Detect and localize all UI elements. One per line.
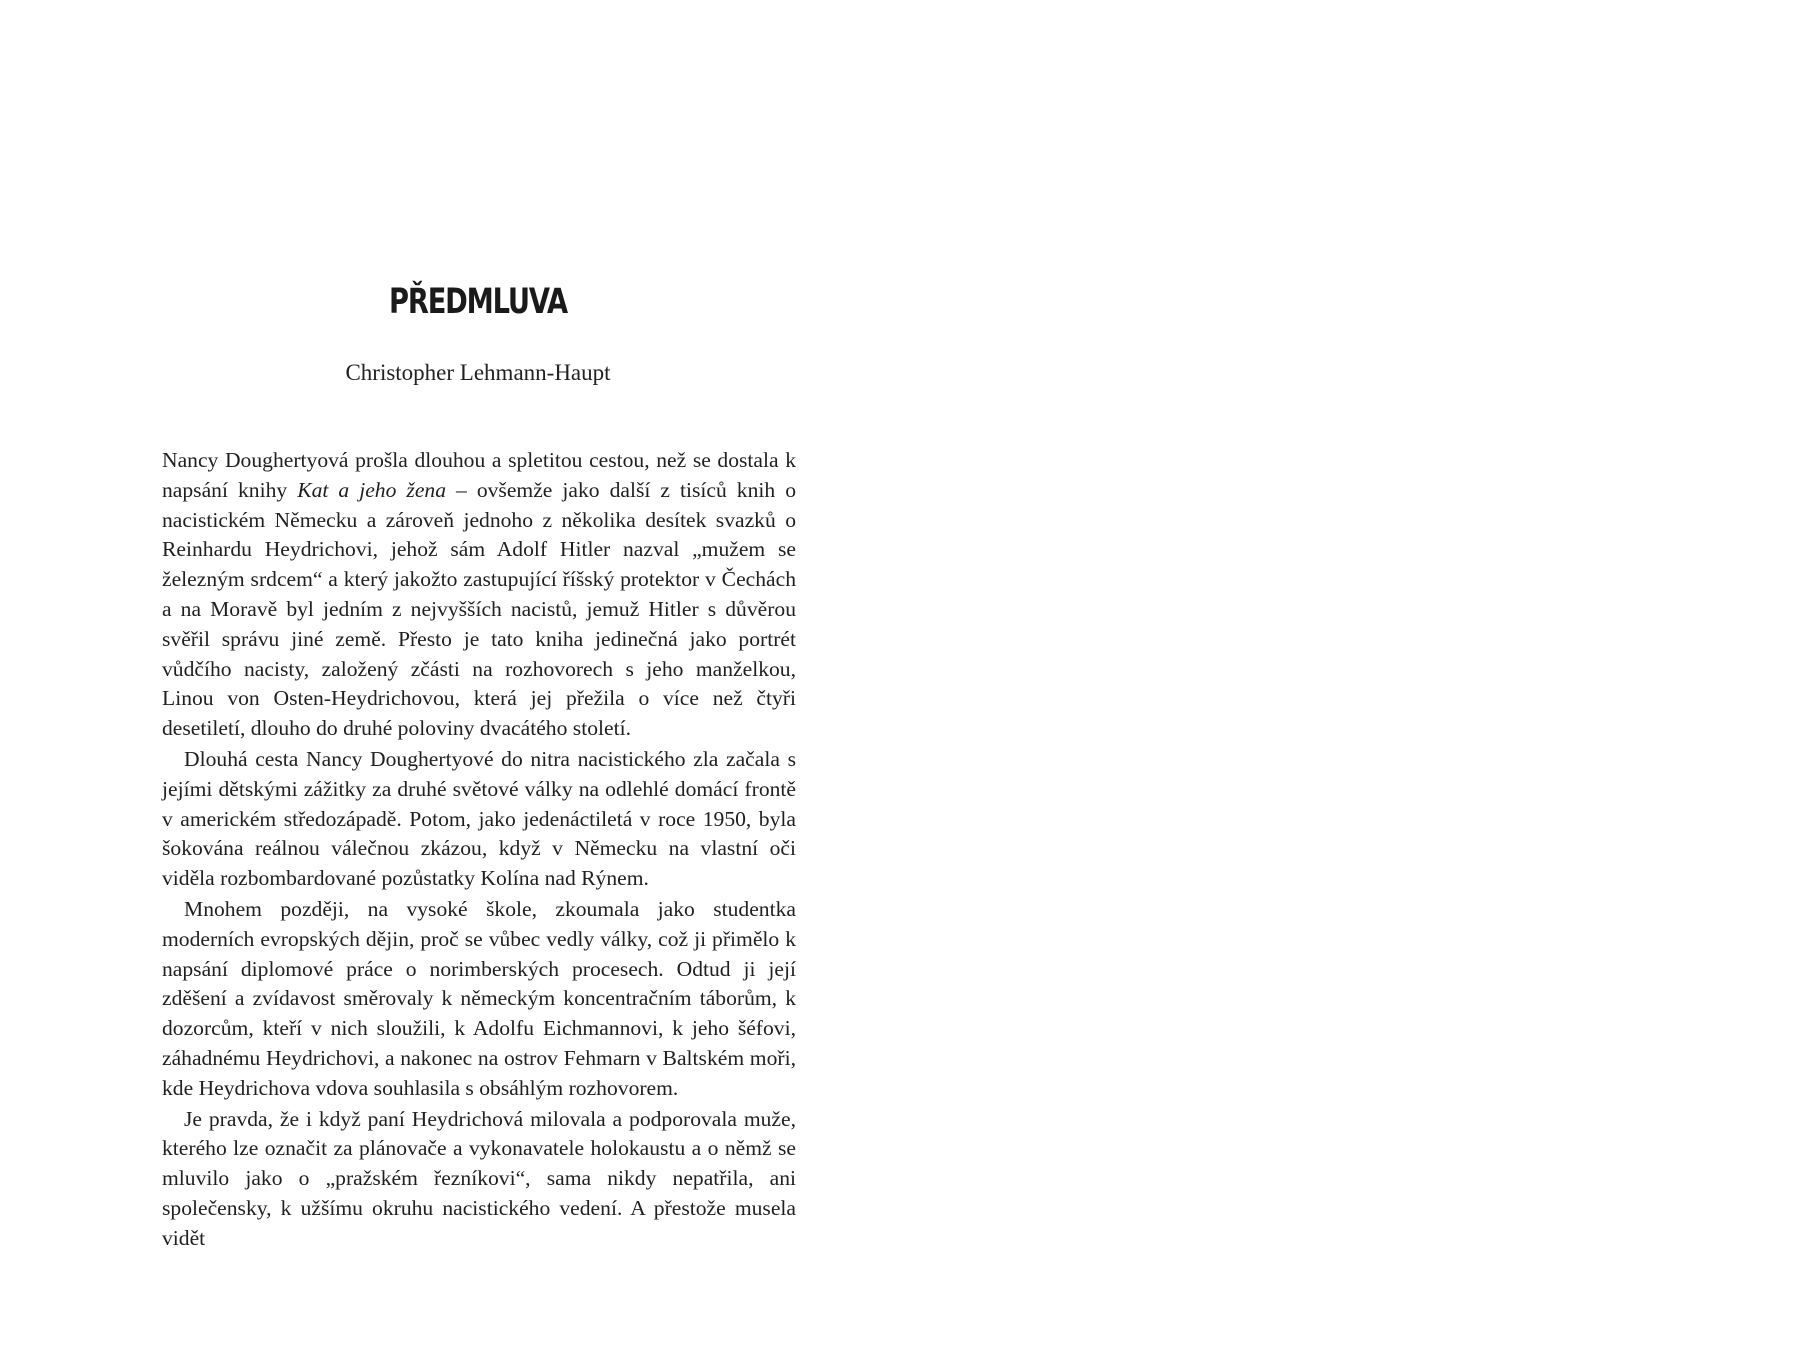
chapter-author: Christopher Lehmann-Haupt — [345, 360, 611, 385]
left-body-text — [162, 446, 796, 1254]
right-page — [898, 0, 1796, 1357]
paragraph: Dlouhá cesta Nancy Doughertyové do nitra nacistického zla začala s jejími dětskými zážitky za druhé světové války na odlehlé domácí frontě v americkém středozápadě. Potom, jako jedenáctiletá v roce 1950, byla šokována reálnou válečnou zkázou, když v Německu na vlastní oči viděla rozbombardované pozůstatky Kolína nad Rýnem. — [162, 746, 796, 891]
paragraph: Je pravda, že i když paní Heydrichová milovala a podporovala muže, kterého lze označit za plánovače a vykonavatele holokaustu a o němž se mluvilo jako o „pražském řezníkovi“, sama nikdy nepatřila, ani společensky, k užšímu okruhu nacistického vedení. A přestože musela vidět — [162, 1106, 796, 1250]
chapter-title: PŘEDMLUVA — [389, 282, 567, 322]
book-title-italic: Kat a jeho žena — [297, 477, 446, 502]
paragraph: Mnohem později, na vysoké škole, zkoumala jako studentka moderních evropských dějin, proč se vůbec vedly války, což ji přimělo k napsání diplomové práce o norimberských procesech. Odtud ji její zděšení a zvídavost směrovaly k německým koncentračním táborům, k dozorcům, kteří v nich sloužili, k Adolfu Eichmannovi, k jeho šéfovi, záhadnému Heydrichovi, a nakonec na ostrov Fehmarn v Baltském moři, kde Heydrichova vdova souhlasila s obsáhlým rozhovorem. — [162, 896, 796, 1100]
paragraph: Nancy Doughertyová prošla dlouhou a spletitou cestou, než se dostala k napsání knihy Kat a jeho žena – ovšemže jako další z tisíců knih o nacistickém Německu a zároveň jednoho z několika desítek svazků o Reinhardu Heydrichovi, jehož sám Adolf Hitler nazval „mužem se železným srdcem“ a který jakožto zastupující říšský protektor v Čechách a na Moravě byl jedním z nejvyšších nacistů, jemuž Hitler s důvěrou svěřil správu jiné země. Přesto je tato kniha jedinečná jako portrét vůdčího nacisty, založený zčásti na rozhovorech s jeho manželkou, Linou von Osten-Heydrichovou, která jej přežila o více než čtyři desetiletí, dlouho do druhé poloviny dvacátého století. — [162, 448, 796, 741]
